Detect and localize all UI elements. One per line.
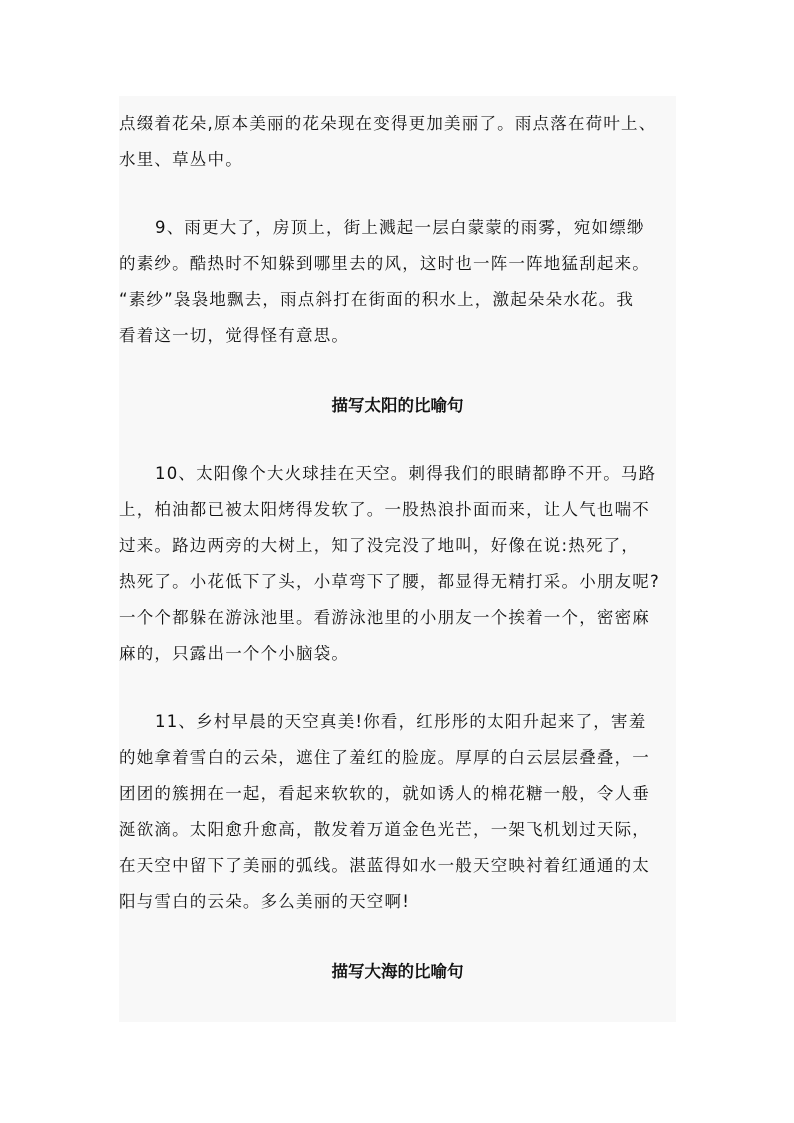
text-line: 团团的簇拥在一起，看起来软软的，就如诱人的棉花糖一般，令人垂 <box>119 784 650 803</box>
text-line: 一个个都躲在游泳池里。看游泳池里的小朋友一个挨着一个，密密麻 <box>119 608 650 627</box>
text-line: 9、雨更大了，房顶上，街上溅起一层白蒙蒙的雨雾，宛如缥缈 <box>155 218 645 237</box>
text-line: 看着这一切，觉得怪有意思。 <box>119 326 350 345</box>
text-line: “素纱”袅袅地飘去，雨点斜打在街面的积水上，激起朵朵水花。我 <box>119 290 635 309</box>
section-heading-sun: 描写太阳的比喻句 <box>331 396 464 415</box>
text-line: 麻的，只露出一个个小脑袋。 <box>119 644 350 663</box>
text-line: 11、乡村早晨的天空真美!你看，红彤彤的太阳升起来了，害羞 <box>155 712 647 731</box>
text-line: 上，柏油都已被太阳烤得发软了。一股热浪扑面而来，让人气也喘不 <box>119 500 650 519</box>
text-line: 在天空中留下了美丽的弧线。湛蓝得如水一般天空映衬着红通通的太 <box>119 856 650 875</box>
text-line: 过来。路边两旁的大树上，知了没完没了地叫，好像在说:热死了， <box>119 536 640 555</box>
text-line: 阳与雪白的云朵。多么美丽的天空啊! <box>119 892 411 911</box>
text-line: 热死了。小花低下了头，小草弯下了腰，都显得无精打采。小朋友呢? <box>119 572 660 591</box>
text-line: 点缀着花朵,原本美丽的花朵现在变得更加美丽了。雨点落在荷叶上、 <box>119 114 657 133</box>
document-page <box>119 96 676 1022</box>
text-line: 的她拿着雪白的云朵，遮住了羞红的脸庞。厚厚的白云层层叠叠，一 <box>119 748 650 767</box>
text-line: 10、太阳像个大火球挂在天空。刺得我们的眼睛都睁不开。马路 <box>155 464 657 483</box>
text-line: 水里、草丛中。 <box>119 150 243 169</box>
text-line: 涎欲滴。太阳愈升愈高，散发着万道金色光芒，一架飞机划过天际， <box>119 820 650 839</box>
text-line: 的素纱。酷热时不知躲到哪里去的风，这时也一阵一阵地猛刮起来。 <box>119 254 650 273</box>
section-heading-sea: 描写大海的比喻句 <box>331 962 464 981</box>
